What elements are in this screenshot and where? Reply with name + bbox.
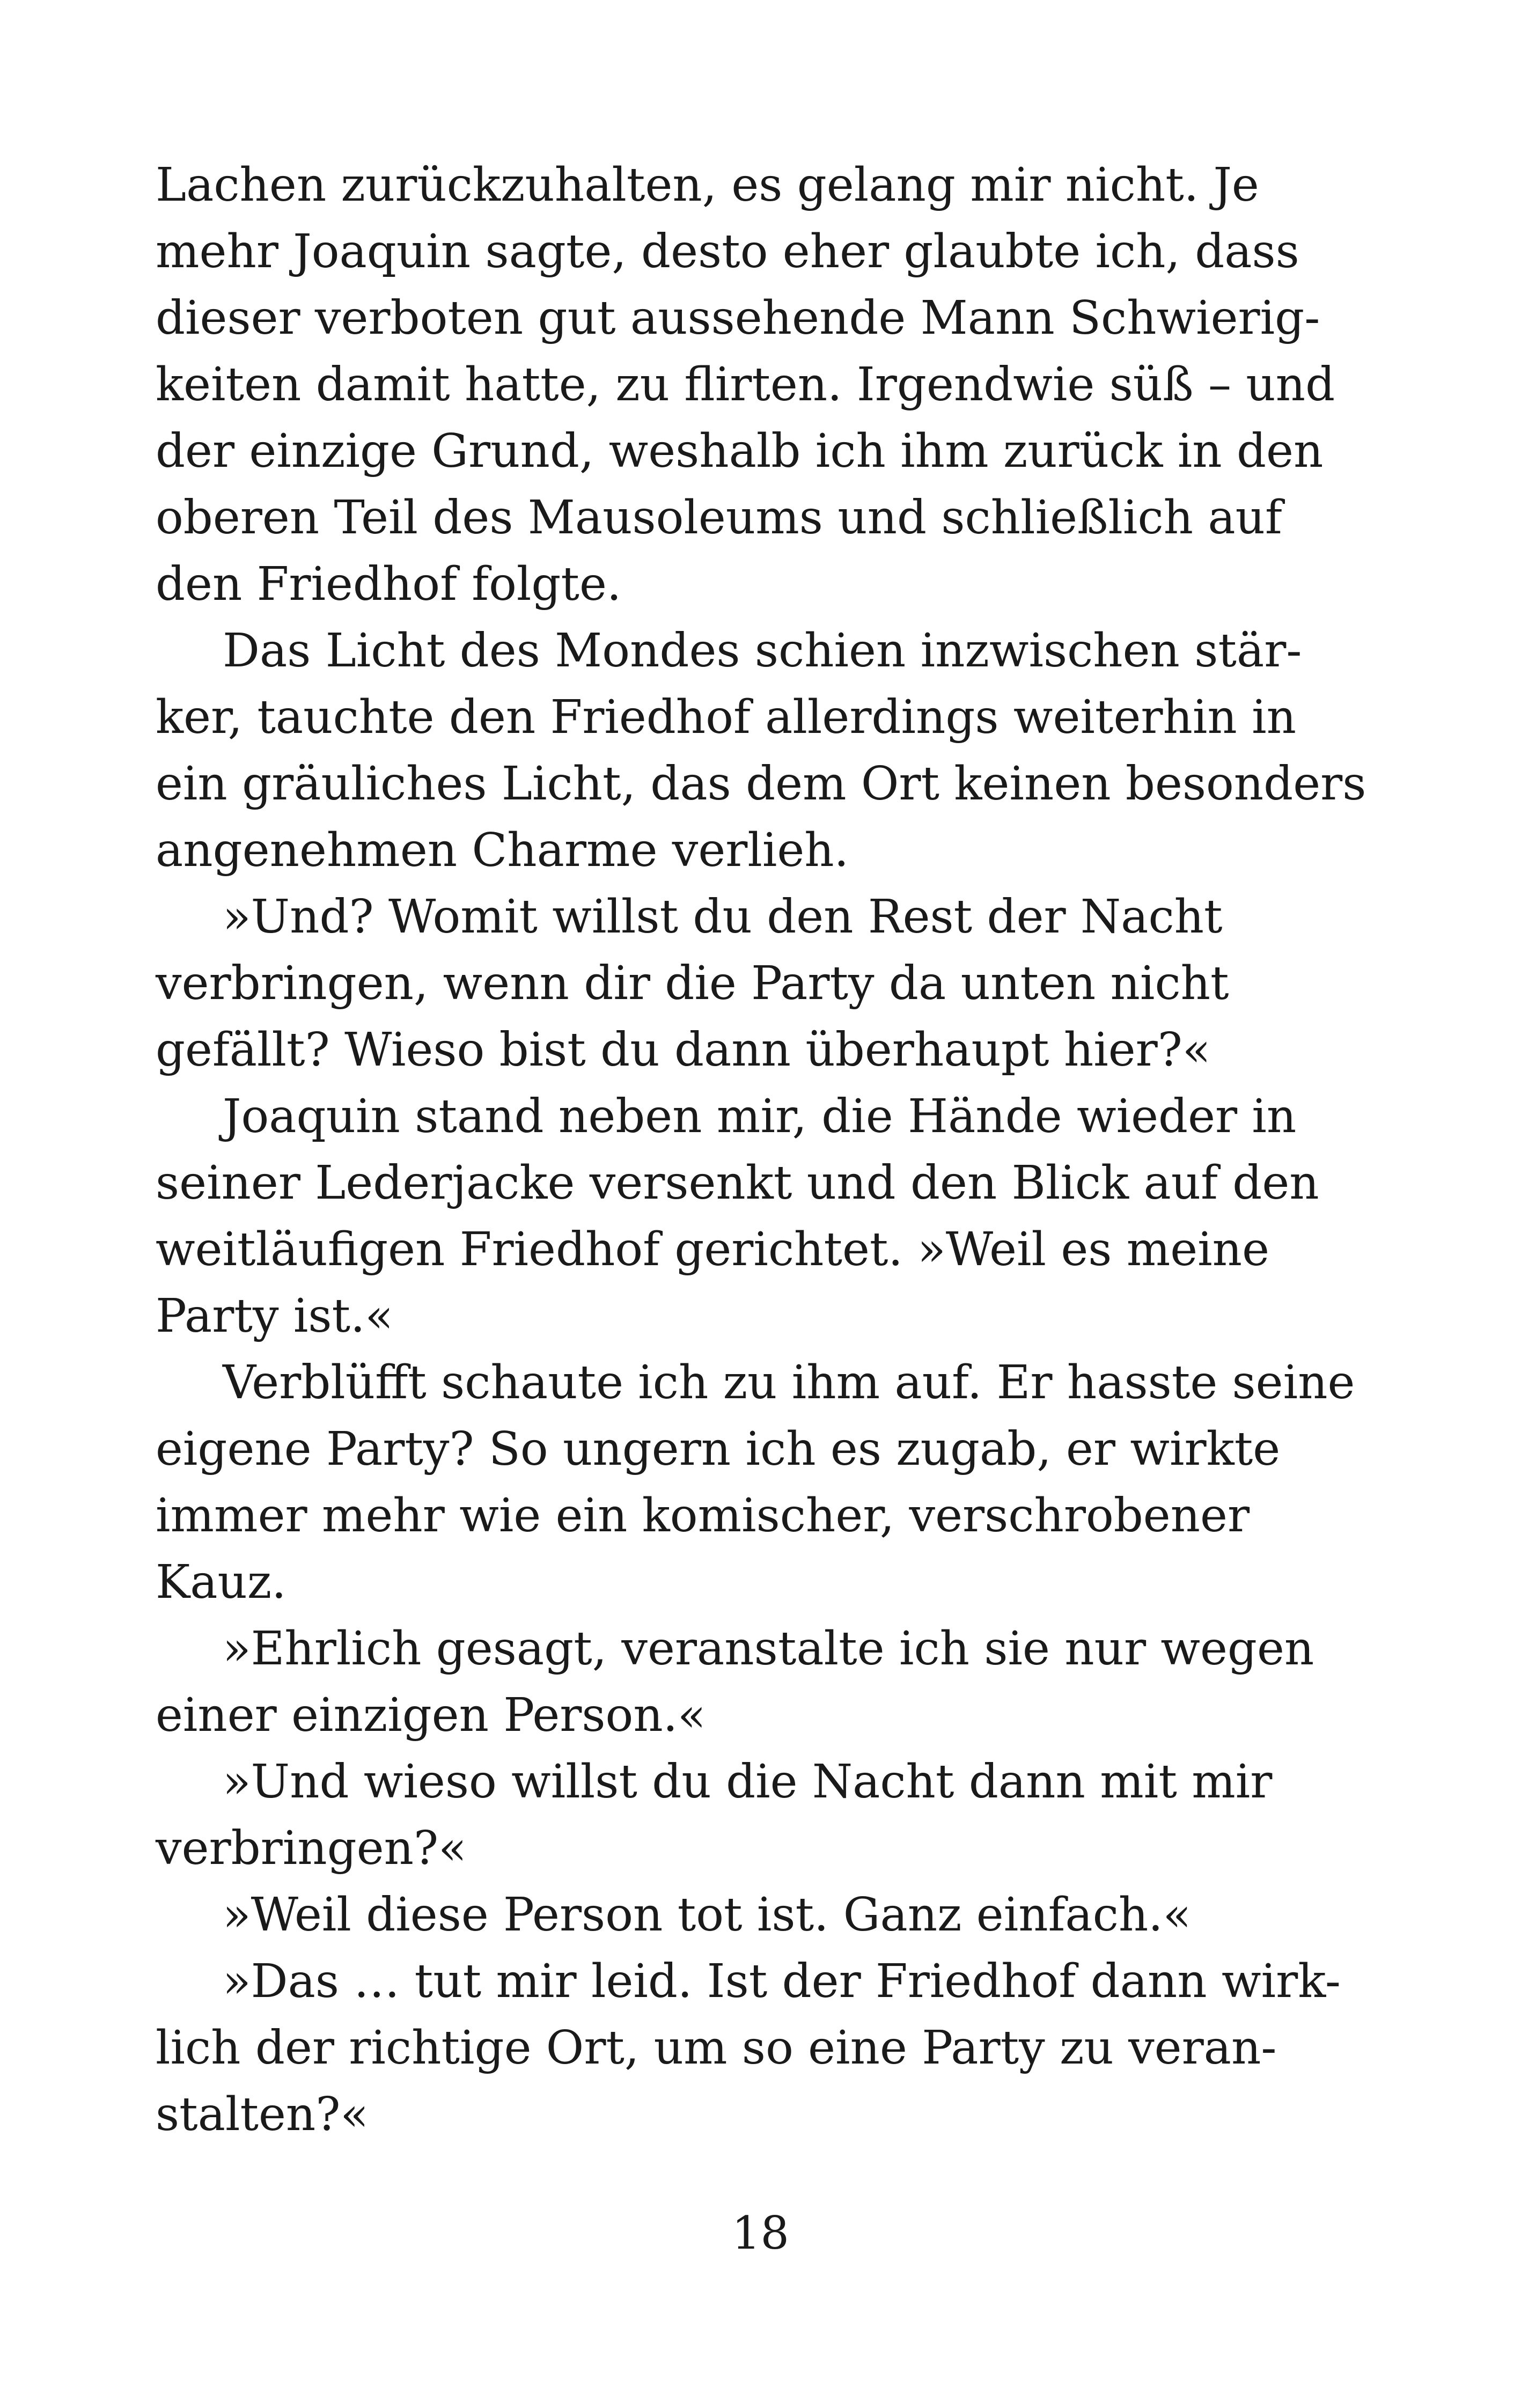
text-line: »Und wieso willst du die Nacht dann mit mir [223,1755,1273,1809]
text-line: ein gräuliches Licht, das dem Ort keinen besonders [156,757,1366,811]
text-line: mehr Joaquin sagte, desto eher glaubte ich, dass [156,225,1299,278]
text-line: »Weil diese Person tot ist. Ganz einfach.« [223,1888,1192,1942]
text-line: der einzige Grund, weshalb ich ihm zurück in den [156,424,1324,478]
text-line: »Und? Womit willst du den Rest der Nacht [223,890,1223,944]
text-line: gefällt? Wieso bist du dann überhaupt hier?« [156,1023,1211,1077]
text-line: den Friedhof folgte. [156,557,622,611]
paragraph [156,1616,1314,1749]
paragraph [156,1083,1319,1349]
text-line: dieser verboten gut aussehende Mann Schwierig- [156,291,1320,345]
paragraph [156,1948,1341,2148]
text-line: stalten?« [156,2088,369,2141]
body-text [156,152,1366,2148]
text-line: Das Licht des Mondes schien inzwischen stär- [223,624,1302,678]
text-line: oberen Teil des Mausoleums und schließlich auf [156,491,1282,545]
paragraph [156,152,1335,618]
text-line: Party ist.« [156,1289,394,1343]
text-line: verbringen?« [156,1822,467,1875]
paragraph [156,1349,1355,1616]
text-line: ker, tauchte den Friedhof allerdings weiterhin in [156,691,1296,744]
text-line: eigene Party? So ungern ich es zugab, er wirkte [156,1422,1281,1476]
text-line: seiner Lederjacke versenkt und den Blick auf den [156,1156,1319,1210]
text-line: lich der richtige Ort, um so eine Party zu veran- [156,2021,1277,2075]
text-line: verbringen, wenn dir die Party da unten nicht [156,957,1229,1010]
text-line: Verblüfft schaute ich zu ihm auf. Er hasste seine [223,1356,1355,1409]
text-line: weitläufigen Friedhof gerichtet. »Weil es meine [156,1223,1269,1276]
text-line: angenehmen Charme verlieh. [156,824,849,877]
text-line: Kauz. [156,1555,286,1609]
page-number: 18 [732,2207,789,2259]
text-line: Lachen zurückzuhalten, es gelang mir nicht. Je [156,158,1259,212]
text-line: Joaquin stand neben mir, die Hände wieder in [223,1090,1297,1143]
paragraph [156,1749,1273,1882]
text-line: einer einzigen Person.« [156,1688,706,1742]
paragraph [156,884,1229,1083]
text-line: immer mehr wie ein komischer, verschrobener [156,1489,1250,1543]
paragraph [156,618,1366,884]
text-line: »Das … tut mir leid. Ist der Friedhof dann wirk- [223,1955,1341,2008]
paragraph [156,1882,1192,1948]
text-line: keiten damit hatte, zu flirten. Irgendwie süß – und [156,358,1335,412]
text-line: »Ehrlich gesagt, veranstalte ich sie nur wegen [223,1622,1314,1676]
